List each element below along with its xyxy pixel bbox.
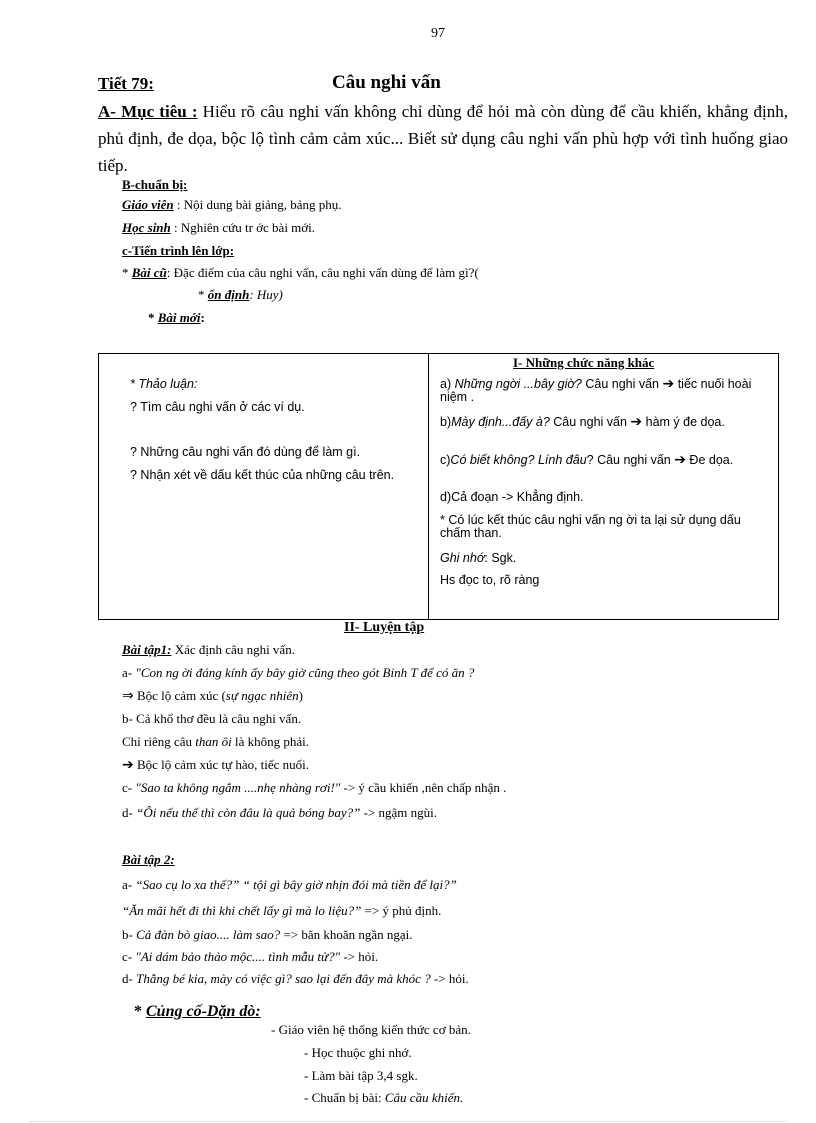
procedure-heading: c-Tiến trình lên lớp: [122,243,235,258]
exercise-1-b2-pre: Chỉ riêng câu [122,734,196,749]
teacher-text: : Nội dung bài giảng, bảng phụ. [173,197,342,212]
consolidation-item-3: - Làm bài tập 3,4 sgk. [304,1068,418,1083]
exercise-2-d-prefix: d- [122,971,137,986]
function-a-text: Câu nghi vấn [581,377,663,391]
function-c-text: ? Câu nghi vấn [586,453,675,467]
student-line [122,220,315,236]
exercise-2-label: Bài tập 2: [122,852,175,867]
function-c-quote: Có biết không? Lính đâu [450,453,587,467]
stabilize-line [198,287,283,303]
memo-line [440,552,770,565]
consolidation-prefix: * [134,1003,146,1020]
exercise-2-c-quote: "Ai dám bảo thảo mộc.... tình mẫu tử?" [135,949,341,964]
exercise-2-a-quote: “Sao cụ lo xa thế?” “ tội gì bây giờ nhịn đói mà tiền để lại?” [135,877,457,892]
table-divider [428,353,429,619]
lesson-title: Câu nghi vấn [332,72,441,93]
consolidation-item-4-text: - Chuẩn bị bài: [304,1090,385,1105]
exercise-1-line [122,642,295,658]
exercise-2-c [122,949,378,965]
arrow-right-icon: ➔ [674,452,686,468]
question-1: ? Tìm câu nghi vấn ở các ví dụ. [130,400,305,414]
exercise-1-d-text: -> ngậm ngùi. [360,805,437,820]
functions-heading: I- Những chức năng khác [513,355,655,370]
preparation-heading: B-chuẩn bị: [122,177,188,192]
exercise-1-b3 [122,757,309,773]
exercise-1-label: Bài tập1: [122,642,172,657]
exercise-1-d-quote: “Ôi nếu thế thì còn đâu là quả bóng bay?” [136,805,361,820]
page-bottom-border [30,1121,786,1122]
memo-label: Ghi nhớ [440,551,485,565]
exercise-2-a2-quote: “Ăn mãi hết đi thì khi chết lấy gì mà lo liệu?” [122,903,362,918]
consolidation-item-4 [304,1090,463,1106]
function-c-after: Đe dọa. [685,453,734,467]
function-a-quote: Những ngời ...bây giờ? [454,377,582,391]
old-lesson-label: Bài cũ [131,265,167,280]
exercise-1-b2 [122,734,309,750]
exercise-2-a2-text: => ý phủ định. [361,903,442,918]
function-a [440,378,770,404]
exercise-1-a-prefix: a- [122,665,136,680]
exercise-1-a-result-italic: sự ngạc nhiên [225,688,299,703]
page-number: 97 [431,26,445,41]
consolidation-item-4-italic: Câu cầu khiến. [384,1090,464,1105]
new-lesson-suffix: : [200,310,205,325]
question-2: ? Những câu nghi vấn đó dùng để làm gì. [130,445,361,459]
double-arrow-icon: ⇒ [122,688,134,704]
exercise-1-b2-italic: than ôi [195,734,232,749]
old-lesson-text: : Đặc điểm của câu nghi vấn, câu nghi vấn dùng để làm gì?( [166,265,479,280]
stabilize-label: ổn định [207,287,250,302]
function-b-text: Câu nghi vấn [549,415,631,429]
exercise-1-a-quote: "Con ng ời đáng kính ấy bây giờ cũng theo gót Binh T để có ăn ? [135,665,475,680]
exercise-2-b-prefix: b- [122,927,137,942]
stabilize-text: : Huy) [249,287,283,302]
exercise-1-a-result-post: ) [298,688,303,703]
objectives-label: A- Mục tiêu : [98,102,198,121]
function-b-quote: Mày định...đấy à? [451,415,550,429]
new-lesson-label: Bài mới [157,310,201,325]
objectives [98,98,788,179]
objectives-text: Hiểu rõ câu nghi vấn không chỉ dùng để hỏi mà còn dùng để cầu khiến, khẳng định, phủ định, đe dọa, bộc lộ tình cảm cảm xúc... Biết sử dụng câu nghi vấn phù hợp với tình huống giao tiếp. [98,102,788,175]
consolidation-heading [134,1003,261,1021]
read-aloud: Hs đọc to, rõ ràng [440,573,540,587]
exercise-1-b: b- Cả khổ thơ đều là câu nghi vấn. [122,711,302,726]
exercise-2-a2 [122,903,441,919]
arrow-right-icon: ➔ [630,414,643,430]
exercise-1-a [122,665,474,681]
exercise-1-a-result [122,688,303,704]
function-d: d)Cả đoạn -> Khẳng định. [440,490,584,504]
exercise-2-d [122,971,469,987]
exercise-2-b-text: => băn khoăn ngần ngại. [280,927,413,942]
arrow-right-icon: ➔ [662,376,675,392]
exercise-2-b-quote: Cả đàn bò giao.... làm sao? [136,927,281,942]
function-c-prefix: c) [440,453,451,467]
exercise-1-b2-post: là không phải. [231,734,310,749]
consolidation-item-1: - Giáo viên hệ thống kiến thức cơ bản. [271,1022,471,1037]
new-lesson-prefix: * [148,310,158,325]
practice-heading: II- Luyện tập [344,620,425,635]
exercise-1-text: Xác định câu nghi vấn. [171,642,295,657]
function-b-after: hàm ý đe dọa. [642,415,725,429]
new-lesson-line [148,310,205,326]
memo-text: : Sgk. [484,551,517,565]
arrow-right-icon: ➔ [122,757,134,773]
function-b-prefix: b) [440,415,452,429]
function-a-prefix: a) [440,377,455,391]
exercise-1-a-result-pre: Bộc lộ cảm xúc ( [133,688,226,703]
exercise-2-c-text: -> hỏi. [340,949,379,964]
exercise-1-c-text: -> ý cầu khiến ,nên chấp nhận . [340,780,507,795]
exercise-1-c-prefix: c- [122,780,136,795]
lesson-label: Tiết 79: [98,74,154,93]
exercise-2-a [122,877,457,893]
exercise-1-d-prefix: d- [122,805,137,820]
exercise-2-d-text: -> hỏi. [430,971,469,986]
function-c [440,454,770,467]
stabilize-prefix: * [198,287,208,302]
exclamation-note: * Có lúc kết thúc câu nghi vấn ng ời ta lại sử dụng dấu chấm than. [440,513,741,540]
exercise-1-c [122,780,506,796]
exercise-2-d-quote: Thằng bé kia, mày có việc gì? sao lại đến đây mà khóc ? [136,971,431,986]
exercise-1-b3-text: Bộc lộ cảm xúc tự hào, tiếc nuối. [133,757,310,772]
exercise-1-c-quote: "Sao ta không ngắm ....nhẹ nhàng rơi!" [135,780,341,795]
student-label: Học sinh [122,220,171,235]
function-a-after: tiếc nuối hoài niệm . [440,377,752,404]
old-lesson-prefix: * [122,265,132,280]
exercise-2-a-prefix: a- [122,877,136,892]
exercise-2-b [122,927,413,943]
question-3: ? Nhận xét về dấu kết thúc của những câu trên. [130,468,395,482]
discussion-label: * Thảo luận: [130,377,198,391]
exercise-1-d [122,805,437,821]
consolidation-item-2: - Học thuộc ghi nhớ. [304,1045,412,1060]
student-text: : Nghiên cứu tr ớc bài mới. [170,220,316,235]
teacher-line [122,197,342,213]
teacher-label: Giáo viên [122,197,174,212]
function-b [440,416,770,429]
consolidation-title: Củng cố-Dặn dò: [146,1003,261,1020]
exercise-2-c-prefix: c- [122,949,136,964]
old-lesson-line [122,265,479,281]
